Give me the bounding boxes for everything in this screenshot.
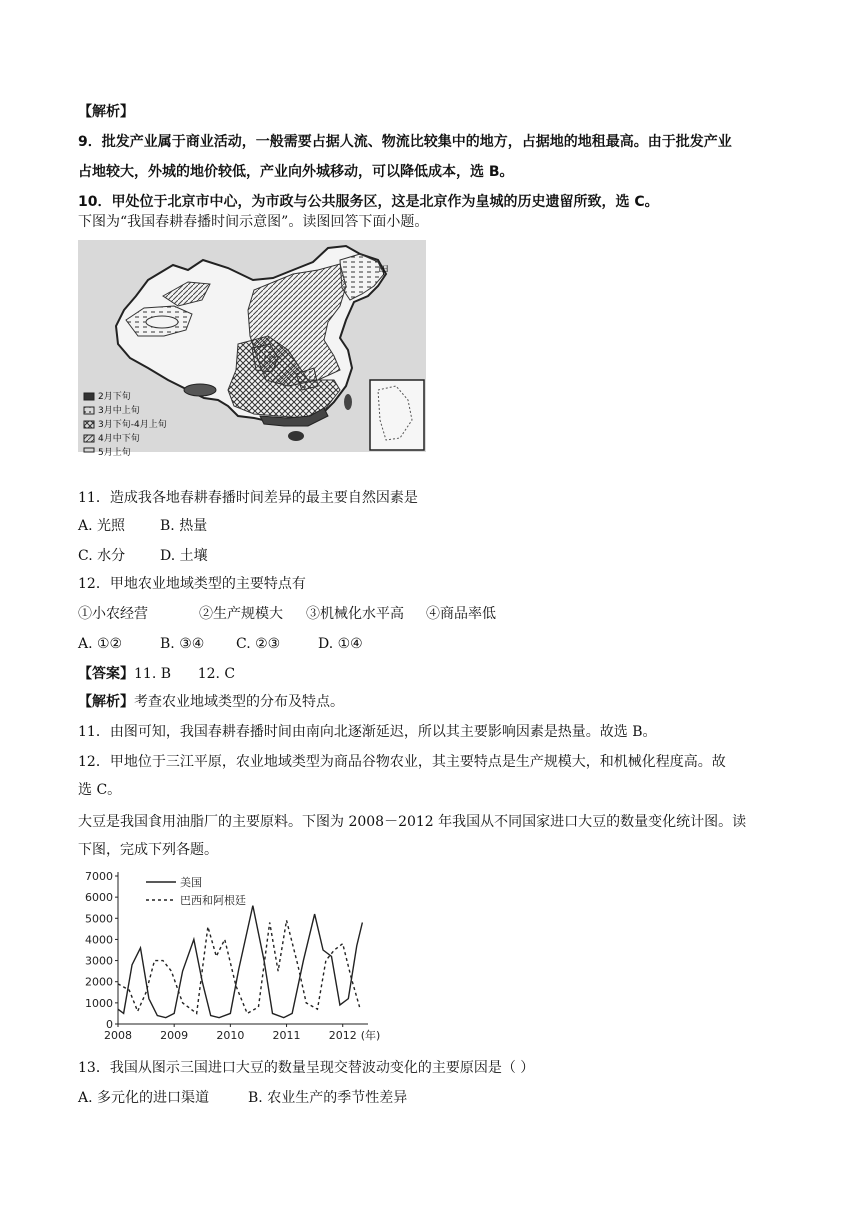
analysis-text: 考查农业地域类型的分布及特点。 (134, 694, 344, 710)
analysis-10: 10．甲处位于北京市中心，为市政与公共服务区，这是北京作为皇城的历史遗留所致，选 C。 (78, 194, 659, 210)
answer-line (78, 664, 235, 684)
x-tick-label: 2012 (328, 1029, 357, 1042)
spring-sowing-map (78, 240, 426, 458)
q12-item-2: ②生产规模大 (199, 606, 283, 622)
y-tick-label: 3000 (85, 954, 113, 968)
q11-option-a: A. 光照 (78, 518, 126, 534)
x-tick-label: 2009 (160, 1029, 189, 1042)
q12-item-1: ①小农经营 (78, 606, 148, 622)
x-tick-label: 2011 (272, 1029, 301, 1042)
question-11: 11．造成我各地春耕春播时间差异的最主要自然因素是 (78, 490, 418, 506)
map-intro: 下图为“我国春耕春播时间示意图”。读图回答下面小题。 (78, 214, 429, 230)
analysis-line (78, 692, 344, 712)
analysis-label: 【解析】 (78, 694, 134, 710)
q12-option-c: C. ②③ (236, 636, 281, 652)
y-tick-label: 4000 (85, 933, 113, 947)
map-legend (98, 390, 167, 460)
x-unit-label: (年) (360, 1029, 381, 1042)
question-13: 13．我国从图示三国进口大豆的数量呈现交替波动变化的主要原因是（ ） (78, 1060, 535, 1076)
chart-intro-line2: 下图，完成下列各题。 (78, 842, 218, 858)
legend-label: 美国 (180, 876, 202, 889)
y-tick-label: 7000 (85, 870, 113, 883)
y-tick-label: 0 (106, 1018, 113, 1031)
legend-item: 2月下旬 (98, 392, 131, 402)
legend-item: 3月中上旬 (98, 406, 140, 416)
y-tick-label: 5000 (85, 912, 113, 926)
q12-option-a: A. ①② (78, 636, 123, 652)
q12-option-b: B. ③④ (160, 636, 205, 652)
chart-svg (78, 868, 381, 1048)
answer-12-explanation-line2: 选 C。 (78, 782, 122, 798)
q12-option-d: D. ①④ (318, 636, 363, 652)
analysis-9-line2: 占地较大，外城的地价较低，产业向外城移动，可以降低成本，选 B。 (78, 164, 514, 180)
question-12: 12．甲地农业地域类型的主要特点有 (78, 576, 306, 592)
q12-item-3: ③机械化水平高 (306, 606, 404, 622)
chart-intro-line1: 大豆是我国食用油脂厂的主要原料。下图为 2008－2012 年我国从不同国家进口大豆的数量变化统计图。读 (78, 814, 747, 830)
q11-option-b: B. 热量 (160, 518, 208, 534)
answer-label: 【答案】 (78, 666, 134, 682)
answer-12-explanation-line1: 12．甲地位于三江平原，农业地域类型为商品谷物农业，其主要特点是生产规模大，和机械化程度高。故 (78, 754, 726, 770)
x-tick-label: 2010 (216, 1029, 245, 1042)
y-tick-label: 2000 (85, 975, 113, 989)
soybean-import-chart (78, 868, 381, 1048)
section-label-analysis: 【解析】 (78, 104, 134, 120)
legend-item: 3月下旬-4月上旬 (98, 420, 167, 430)
legend-item: 4月中下旬 (98, 434, 140, 444)
legend-item: 5月上旬 (98, 448, 131, 458)
q11-option-d: D. 土壤 (160, 548, 208, 564)
q13-option-a: A. 多元化的进口渠道 (78, 1090, 210, 1106)
q12-item-4: ④商品率低 (426, 606, 496, 622)
q13-option-b: B. 农业生产的季节性差异 (248, 1090, 408, 1106)
answer-text: 11. B 12. C (134, 666, 236, 682)
answer-11-explanation: 11．由图可知，我国春耕春播时间由南向北逐渐延迟，所以其主要影响因素是热量。故选 B。 (78, 724, 657, 740)
y-tick-label: 1000 (85, 996, 113, 1010)
analysis-9-line1: 9．批发产业属于商业活动，一般需要占据人流、物流比较集中的地方，占据地的地租最高。由于批发产业 (78, 134, 732, 150)
map-label-jia: 甲 (378, 264, 389, 277)
q11-option-c: C. 水分 (78, 548, 126, 564)
y-tick-label: 6000 (85, 891, 113, 905)
legend-label: 巴西和阿根廷 (180, 894, 246, 907)
x-tick-label: 2008 (104, 1029, 132, 1042)
